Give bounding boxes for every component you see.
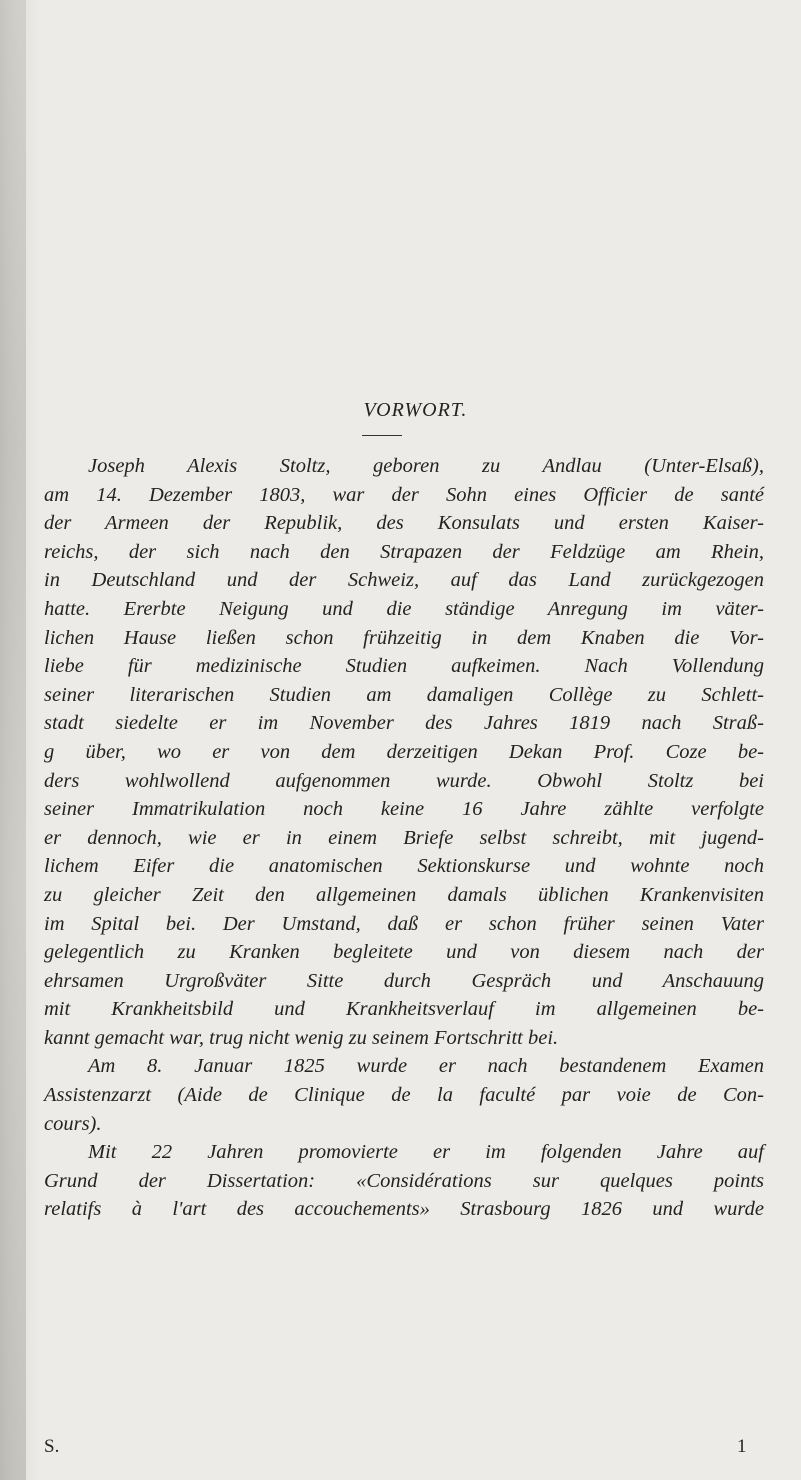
text-line: seiner Immatrikulation noch keine 16 Jahre zählte verfolgte [44, 798, 764, 821]
text-line: der Armeen der Republik, des Konsulats und ersten Kaiser- [44, 512, 764, 535]
text-line: lichem Eifer die anatomischen Sektionskurse und wohnte noch [44, 855, 764, 878]
text-line: er dennoch, wie er in einem Briefe selbst schreibt, mit jugend- [44, 826, 764, 849]
text-line: ehrsamen Urgroßväter Sitte durch Gespräch und Anschauung [44, 969, 764, 992]
text-line: Mit 22 Jahren promovierte er im folgenden Jahre auf [88, 1141, 764, 1164]
text-line: gelegentlich zu Kranken begleitete und von diesem nach der [44, 941, 764, 964]
text-line: im Spital bei. Der Umstand, daß er schon früher seinen Vater [44, 912, 764, 935]
signature-mark: S. [44, 1436, 60, 1457]
text-line: hatte. Ererbte Neigung und die ständige Anregung im väter- [44, 597, 764, 620]
text-line: reichs, der sich nach den Strapazen der Feldzüge am Rhein, [44, 540, 764, 563]
text-line: zu gleicher Zeit den allgemeinen damals üblichen Krankenvisiten [44, 883, 764, 906]
text-line: in Deutschland und der Schweiz, auf das Land zurückgezogen [44, 569, 764, 592]
text-line: mit Krankheitsbild und Krankheitsverlauf im allgemeinen be- [44, 998, 764, 1021]
text-line: ders wohlwollend aufgenommen wurde. Obwohl Stoltz bei [44, 769, 764, 792]
text-line: cours). [44, 1112, 102, 1135]
sheet-number: 1 [737, 1436, 747, 1457]
body-text [44, 452, 764, 1224]
text-line: Joseph Alexis Stoltz, geboren zu Andlau (Unter-Elsaß), [88, 455, 764, 477]
title-divider [362, 435, 402, 436]
text-line: liebe für medizinische Studien aufkeimen. Nach Vollendung [44, 655, 764, 678]
text-line: relatifs à l'art des accouchements» Strasbourg 1826 und wurde [44, 1198, 764, 1221]
text-line: seiner literarischen Studien am damaligen Collège zu Schlett- [44, 683, 764, 706]
text-line: Assistenzarzt (Aide de Clinique de la faculté par voie de Con- [44, 1084, 764, 1107]
text-line: kannt gemacht war, trug nicht wenig zu seinem Fortschritt bei. [44, 1026, 559, 1049]
text-line: Am 8. Januar 1825 wurde er nach bestandenem Examen [88, 1055, 764, 1078]
text-line: Grund der Dissertation: «Considérations sur quelques points [44, 1169, 764, 1192]
text-line: stadt siedelte er im November des Jahres 1819 nach Straß- [44, 712, 764, 735]
text-line: lichen Hause ließen schon frühzeitig in dem Knaben die Vor- [44, 626, 764, 649]
text-line: g über, wo er von dem derzeitigen Dekan Prof. Coze be- [44, 740, 764, 763]
page-title: VORWORT. [363, 399, 468, 421]
page-edge-shadow [0, 0, 26, 1480]
text-line: am 14. Dezember 1803, war der Sohn eines Officier de santé [44, 483, 764, 506]
